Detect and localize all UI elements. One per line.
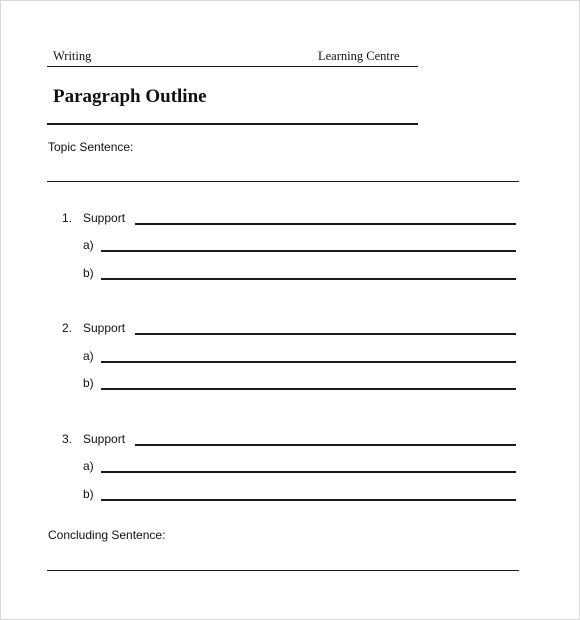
header-right-text: Learning Centre (318, 49, 400, 63)
support-2-a-label: a) (83, 349, 94, 363)
header-left-text: Writing (53, 49, 92, 63)
header-rule (47, 66, 418, 67)
support-3-b-line[interactable] (101, 499, 516, 501)
support-2-label: Support (83, 321, 126, 335)
topic-sentence-line[interactable] (47, 181, 519, 182)
concluding-sentence-label: Concluding Sentence: (48, 528, 166, 542)
support-3-b-label: b) (83, 487, 94, 501)
page-title: Paragraph Outline (53, 86, 207, 107)
support-3-a-line[interactable] (101, 471, 516, 473)
support-2-b-line[interactable] (101, 388, 516, 390)
support-2-a-line[interactable] (101, 361, 516, 363)
support-1-line[interactable] (135, 223, 516, 225)
support-1-b-line[interactable] (101, 278, 516, 280)
support-1-number: 1. (62, 211, 73, 225)
support-1-a-line[interactable] (101, 250, 516, 252)
concluding-sentence-line[interactable] (47, 570, 519, 571)
support-3-label: Support (83, 432, 126, 446)
support-3-number: 3. (62, 432, 73, 446)
support-1-label: Support (83, 211, 126, 225)
title-rule (47, 123, 418, 125)
support-1-b-label: b) (83, 266, 94, 280)
support-2-line[interactable] (135, 333, 516, 335)
support-1-a-label: a) (83, 238, 94, 252)
topic-sentence-label: Topic Sentence: (48, 140, 134, 154)
support-3-a-label: a) (83, 459, 94, 473)
support-2-number: 2. (62, 321, 73, 335)
support-3-line[interactable] (135, 444, 516, 446)
support-2-b-label: b) (83, 376, 94, 390)
